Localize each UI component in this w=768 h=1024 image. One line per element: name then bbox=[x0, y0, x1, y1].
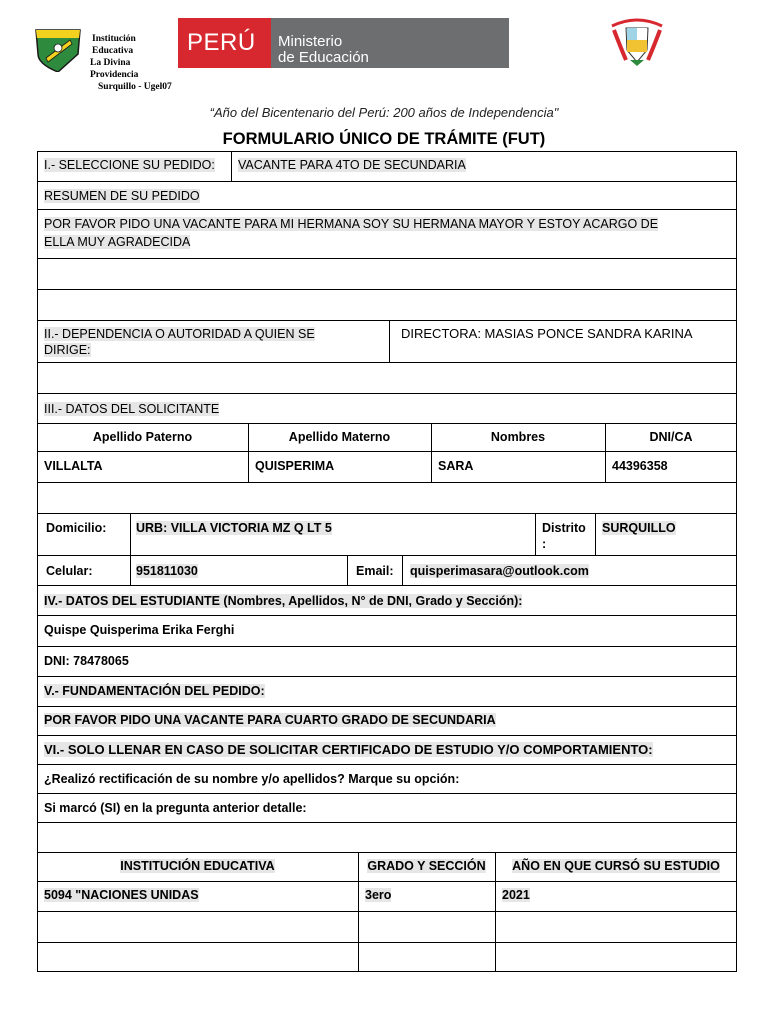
section1-value: VACANTE PARA 4TO DE SECUNDARIA bbox=[238, 158, 466, 172]
rectification-detail-question: Si marcó (SI) en la pregunta anterior detalle: bbox=[44, 801, 307, 815]
institution-name: Institución Educativa La Divina Providencia Surquillo - Ugel07 bbox=[90, 34, 172, 92]
row-divider bbox=[37, 320, 737, 321]
header-apellido-materno: Apellido Materno bbox=[288, 430, 391, 444]
row-divider bbox=[37, 513, 737, 514]
col-divider bbox=[347, 555, 348, 585]
row-divider bbox=[37, 258, 737, 259]
section2-label-line1: II.- DEPENDENCIA O AUTORIDAD A QUIEN SE bbox=[44, 327, 315, 341]
section6-label: VI.- SOLO LLENAR EN CASO DE SOLICITAR CERTIFICADO DE ESTUDIO Y/O COMPORTAMIENTO: bbox=[44, 742, 653, 757]
ministry-country: PERÚ bbox=[187, 29, 256, 56]
form-table bbox=[37, 151, 737, 972]
distrito-value: SURQUILLO bbox=[602, 521, 676, 535]
row-divider bbox=[37, 764, 737, 765]
section5-label: V.- FUNDAMENTACIÓN DEL PEDIDO: bbox=[44, 684, 265, 698]
header-dni: DNI/CA bbox=[649, 430, 693, 444]
header-grado-seccion: GRADO Y SECCIÓN bbox=[367, 859, 486, 873]
header-apellido-paterno: Apellido Paterno bbox=[92, 430, 193, 444]
value-dni: 44396358 bbox=[612, 459, 668, 473]
section2-label-line2: DIRIGE: bbox=[44, 343, 91, 357]
col-divider bbox=[231, 151, 232, 181]
row-divider bbox=[37, 852, 737, 853]
domicilio-label: Domicilio: bbox=[46, 521, 107, 535]
row-divider bbox=[37, 585, 737, 586]
rectification-question: ¿Realizó rectificación de su nombre y/o apellidos? Marque su opción: bbox=[44, 772, 460, 786]
col-divider bbox=[389, 320, 390, 362]
col-divider bbox=[595, 513, 596, 555]
email-value: quisperimasara@outlook.com bbox=[410, 564, 589, 578]
row-divider bbox=[37, 423, 737, 424]
row-divider bbox=[37, 615, 737, 616]
section2-value: DIRECTORA: MASIAS PONCE SANDRA KARINA bbox=[401, 326, 693, 341]
row-divider bbox=[37, 289, 737, 290]
summary-label: RESUMEN DE SU PEDIDO bbox=[44, 189, 200, 203]
row-divider bbox=[37, 451, 737, 452]
row-divider bbox=[37, 822, 737, 823]
section5-value: POR FAVOR PIDO UNA VACANTE PARA CUARTO GRADO DE SECUNDARIA bbox=[44, 713, 496, 727]
header-anio: AÑO EN QUE CURSÓ SU ESTUDIO bbox=[512, 859, 720, 873]
col-divider bbox=[402, 555, 403, 585]
domicilio-value: URB: VILLA VICTORIA MZ Q LT 5 bbox=[136, 521, 332, 535]
celular-label: Celular: bbox=[46, 564, 93, 578]
value-apellido-materno: QUISPERIMA bbox=[255, 459, 335, 473]
value-apellido-paterno: VILLALTA bbox=[44, 459, 103, 473]
header-institucion: INSTITUCIÓN EDUCATIVA bbox=[120, 859, 275, 873]
row1-grado: 3ero bbox=[365, 888, 392, 902]
col-divider bbox=[535, 513, 536, 555]
row-divider bbox=[37, 209, 737, 210]
row-divider bbox=[37, 646, 737, 647]
row-divider bbox=[37, 393, 737, 394]
celular-value: 951811030 bbox=[136, 564, 198, 578]
distrito-label: Distrito : bbox=[542, 521, 586, 551]
ministry-name-line1: Ministerio bbox=[278, 33, 343, 50]
ministry-name-line2: de Educación bbox=[278, 49, 369, 66]
row-divider bbox=[37, 911, 737, 912]
email-label: Email: bbox=[356, 564, 394, 578]
summary-text-line1: POR FAVOR PIDO UNA VACANTE PARA MI HERMANA SOY SU HERMANA MAYOR Y ESTOY ACARGO DE bbox=[44, 217, 659, 231]
row-divider bbox=[37, 362, 737, 363]
form-title: FORMULARIO ÚNICO DE TRÁMITE (FUT) bbox=[222, 130, 546, 148]
row1-institucion: 5094 "NACIONES UNIDAS bbox=[44, 888, 199, 902]
peru-coat-of-arms-icon bbox=[606, 16, 668, 68]
summary-text-line2: ELLA MUY AGRADECIDA bbox=[44, 235, 191, 249]
student-name: Quispe Quisperima Erika Ferghi bbox=[44, 623, 235, 637]
row-divider bbox=[37, 942, 737, 943]
section3-label: III.- DATOS DEL SOLICITANTE bbox=[44, 402, 220, 416]
row-divider bbox=[37, 706, 737, 707]
row-divider bbox=[37, 735, 737, 736]
student-dni: DNI: 78478065 bbox=[44, 654, 129, 668]
row-divider bbox=[37, 793, 737, 794]
row-divider bbox=[37, 555, 737, 556]
motto: “Año del Bicentenario del Perú: 200 años de Independencia" bbox=[209, 105, 559, 120]
school-logo bbox=[32, 24, 84, 72]
ministry-logo bbox=[178, 18, 509, 68]
row-divider bbox=[37, 676, 737, 677]
value-nombres: SARA bbox=[438, 459, 474, 473]
section4-label: IV.- DATOS DEL ESTUDIANTE (Nombres, Apellidos, N° de DNI, Grado y Sección): bbox=[44, 594, 523, 608]
row-divider bbox=[37, 881, 737, 882]
col-divider bbox=[130, 513, 131, 585]
row-divider bbox=[37, 181, 737, 182]
section1-label: I.- SELECCIONE SU PEDIDO: bbox=[44, 158, 215, 172]
row1-anio: 2021 bbox=[502, 888, 530, 902]
header-nombres: Nombres bbox=[490, 430, 546, 444]
row-divider bbox=[37, 482, 737, 483]
